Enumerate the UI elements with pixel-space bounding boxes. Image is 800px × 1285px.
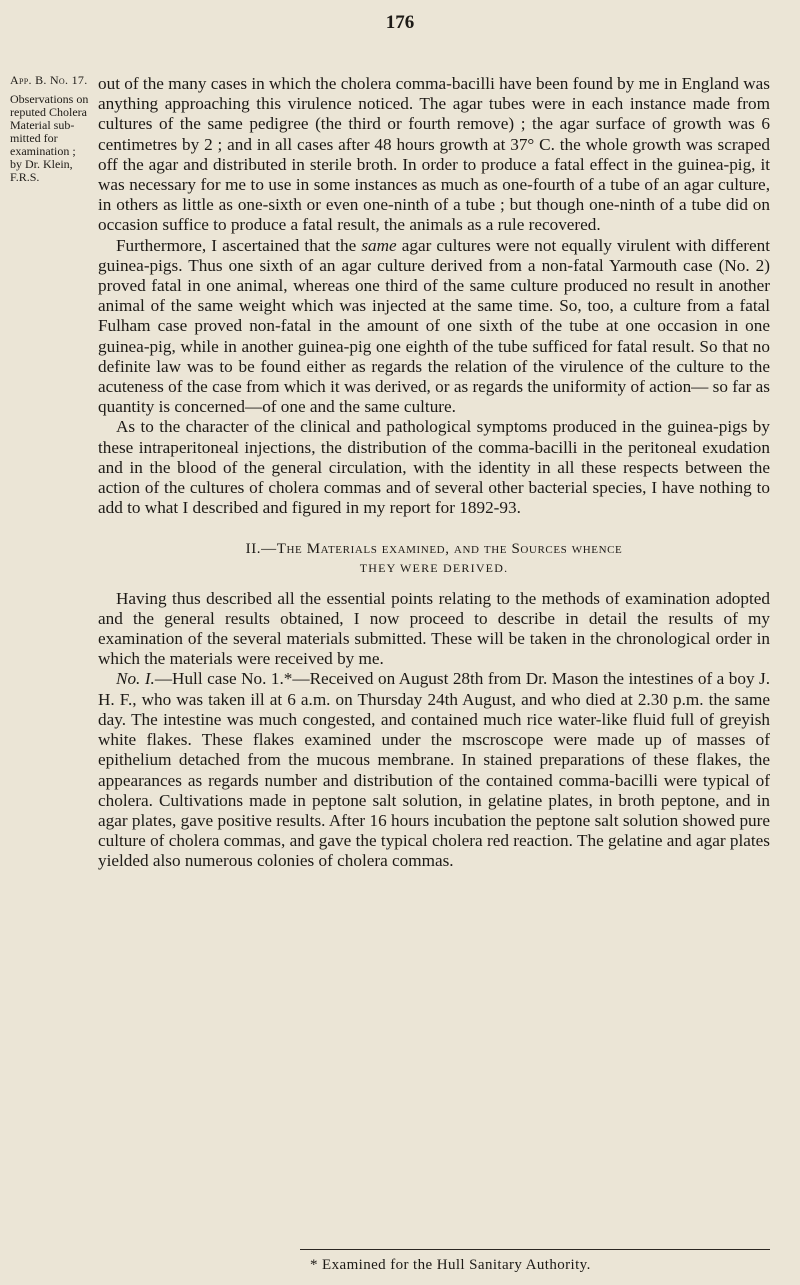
paragraph bbox=[98, 236, 770, 418]
margin-note-line: reputed Cholera bbox=[10, 105, 87, 119]
section-title: The Materials examined, and the bbox=[276, 541, 512, 558]
paragraph: Having thus described all the essential points relating to the methods of examination adopted and the general results obtained, I now proceed to describe in detail the results of my examination of the several materials submitted. These will be taken in the chronological order in which the materials were received by me. bbox=[98, 588, 770, 669]
main-text bbox=[98, 74, 770, 872]
margin-note-line: F.R.S. bbox=[10, 170, 40, 184]
margin-note-line: mitted for bbox=[10, 131, 58, 145]
margin-note-line: Observations on bbox=[10, 92, 89, 106]
paragraph: out of the many cases in which the cholera comma-bacilli have been found by me in England was anything approaching this virulence noticed. The agar tubes were in each instance made from cultures of the same pedigree (the third or fourth remove) ; the agar surface of growth was 6 centimetres by 2 ; and in all cases after 48 hours growth at 37° C. the whole growth was scraped off the agar and distributed in sterile broth. In order to produce a fatal effect in the guinea-pig, it was necessary for me to use in some instances as much as one-fourth of a tube of an agar culture, in others as little as one-sixth or even one-ninth of a tube ; but though one-ninth of a tube did on occasion suffice to produce a fatal result, the animals as a rule recovered. bbox=[98, 74, 770, 235]
text-span: Furthermore, I ascertained that the bbox=[116, 235, 362, 255]
footnote: * Examined for the Hull Sanitary Authority. bbox=[310, 1257, 591, 1273]
section-heading bbox=[98, 540, 770, 558]
paragraph bbox=[98, 669, 770, 871]
footnote-rule bbox=[300, 1249, 770, 1250]
margin-note bbox=[10, 73, 89, 184]
section-subheading: THEY WERE DERIVED. bbox=[359, 561, 509, 576]
text-span: agar cultures were not equally virulent with different guinea-pigs. Thus one sixth of an agar culture derived from a non-fatal Yarmouth case (No. 2) proved fatal in one animal, whereas one third of the same culture produced no result in another animal of the same weight which was injected at the same time. So, too, a culture from a fatal Fulham case proved non-fatal in the amount of one sixth of the tube at one occasion in one guinea-pig, while in another guinea-pig one eighth of the tube sufficed for fatal result. So that no definite law was to be found either as regards the relation of the virulence of the culture to the acuteness of the case from which it was derived, or as regards the uniformity of action— so far as quantity is concerned—of one and the same culture. bbox=[98, 235, 770, 417]
page-number: 176 bbox=[385, 12, 415, 33]
margin-note-line: examination ; bbox=[10, 144, 76, 158]
section-numeral: II.— bbox=[245, 541, 277, 558]
margin-appendix-ref: App. B. No. 17. bbox=[10, 73, 88, 87]
margin-note-line: by Dr. Klein, bbox=[10, 157, 73, 171]
case-label: No. I. bbox=[116, 669, 155, 689]
text-span: —Hull case No. 1.*—Received on August 28th from Dr. Mason the intestines of a boy J. H. F., who was taken ill at 6 a.m. on Thursday 24th August, and who died at 2.30 p.m. the same day. The intestine was much congested, and contained much rice water-like fluid full of greyish white flakes. These flakes examined under the mscroscope were made up of masses of epithelium detached from the mucous membrane. In stained preparations of these flakes, the appearances as regards number and distribution of the contained comma-bacilli were typical of cholera. Cultivations made in peptone salt solution, in gelatine plates, in broth peptone, and in agar plates, gave positive results. After 16 hours incubation the peptone salt solution showed pure culture of cholera commas, and gave the typical cholera red reaction. The gelatine and agar plates yielded also numerous colonies of cholera commas. bbox=[98, 669, 770, 871]
emphasis: same bbox=[361, 235, 397, 255]
paragraph: As to the character of the clinical and pathological symptoms produced in the guinea-pigs by these intraperitoneal injections, the distribution of the comma-bacilli in the peritoneal exudation and in the blood of the general circulation, with the identity in all these respects between the action of the cultures of cholera commas and of several other bacterial species, I have nothing to add to what I described and figured in my report for 1892-93. bbox=[98, 417, 770, 518]
margin-note-line: Material sub- bbox=[10, 118, 75, 132]
section-title: Sources whence bbox=[511, 541, 623, 558]
